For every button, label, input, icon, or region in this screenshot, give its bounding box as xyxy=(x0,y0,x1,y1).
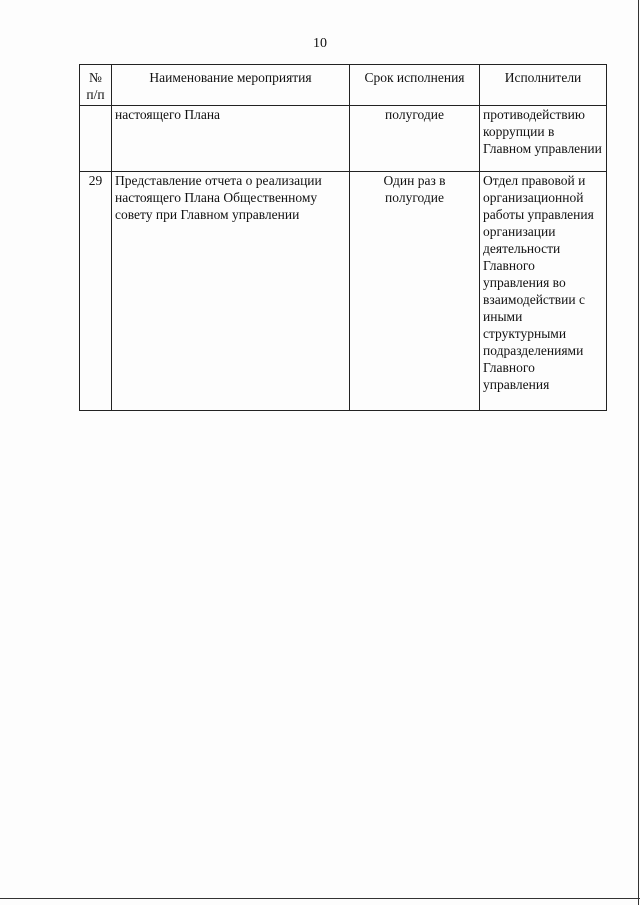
page-number: 10 xyxy=(313,36,327,51)
header-num: № п/п xyxy=(80,65,112,106)
cell-executors: Отдел правовой и организационной работы управления организации деятельности Главного управления во взаимодействии с иными структурными подразделениями Главного управления xyxy=(480,172,607,411)
cell-executors: противодействию коррупции в Главном управлении xyxy=(480,106,607,172)
cell-name: Представление отчета о реализации настоящего Плана Общественному совету при Главном управлении xyxy=(112,172,350,411)
table-row xyxy=(80,106,607,172)
header-executors: Исполнители xyxy=(480,65,607,106)
cell-num xyxy=(80,106,112,172)
table-row xyxy=(80,172,607,411)
cell-name: настоящего Плана xyxy=(112,106,350,172)
cell-num: 29 xyxy=(80,172,112,411)
page-edge-bottom xyxy=(0,898,640,899)
header-name: Наименование мероприятия xyxy=(112,65,350,106)
header-term: Срок исполнения xyxy=(350,65,480,106)
plan-table xyxy=(79,64,607,411)
cell-term: Один раз в полугодие xyxy=(350,172,480,411)
cell-term: полугодие xyxy=(350,106,480,172)
table-header-row xyxy=(80,65,607,106)
page-edge-right xyxy=(638,0,639,905)
